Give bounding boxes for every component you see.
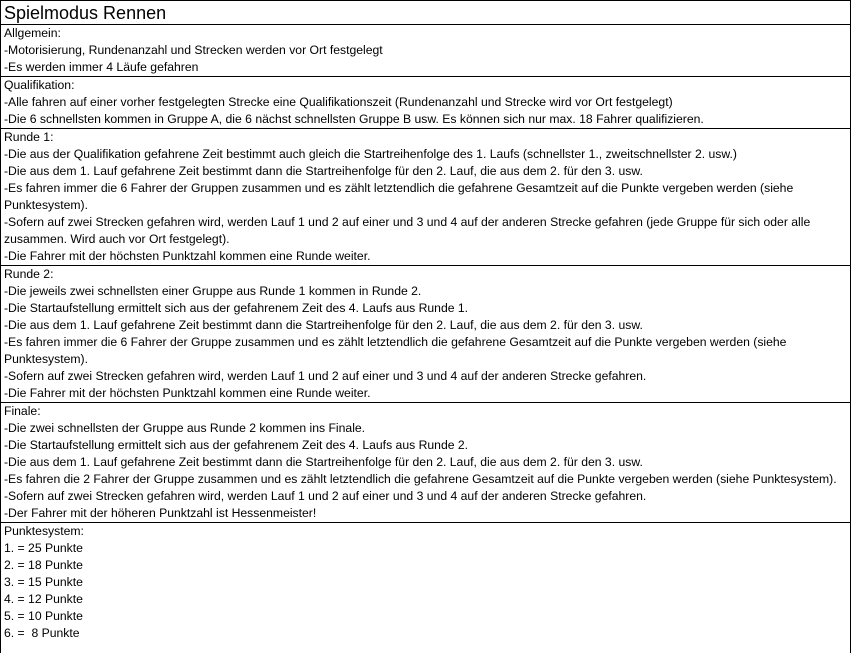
- rule-line: -Sofern auf zwei Strecken gefahren wird, werden Lauf 1 und 2 auf einer und 3 und 4 auf der anderen Strecke gefahren.: [4, 369, 647, 383]
- rule-line: -Die zwei schnellsten der Gruppe aus Runde 2 kommen ins Finale.: [4, 421, 366, 435]
- section-heading: Punktesystem:: [4, 524, 84, 538]
- rule-line: -Sofern auf zwei Strecken gefahren wird, werden Lauf 1 und 2 auf einer und 3 und 4 auf der anderen Strecke gefahren.: [4, 489, 647, 503]
- rule-line: -Alle fahren auf einer vorher festgelegten Strecke eine Qualifikationszeit (Rundenanzahl und Strecke wird vor Ort festgelegt): [4, 95, 673, 109]
- section-heading: Finale:: [4, 404, 41, 418]
- section-allgemein: [1, 25, 850, 77]
- rule-line: -Der Fahrer mit der höheren Punktzahl ist Hessenmeister!: [4, 506, 317, 520]
- rule-line: -Es fahren immer die 6 Fahrer der Gruppe zusammen und es zählt letztendlich die gefahrene Gesamtzeit auf die Punkte vergeben werden (siehe Punktesystem).: [4, 335, 787, 366]
- points-line: 5. = 10 Punkte: [4, 609, 83, 623]
- rule-line: -Motorisierung, Rundenanzahl und Strecken werden vor Ort festgelegt: [4, 43, 383, 57]
- points-line: 6. = 8 Punkte: [4, 626, 80, 640]
- rule-line: -Die aus dem 1. Lauf gefahrene Zeit bestimmt dann die Startreihenfolge für den 2. Lauf, die aus dem 2. für den 3. usw.: [4, 318, 643, 332]
- section-heading: Qualifikation:: [4, 78, 75, 92]
- section-finale: [1, 403, 850, 523]
- rule-line: -Die Fahrer mit der höchsten Punktzahl kommen eine Runde weiter.: [4, 386, 371, 400]
- rule-line: -Sofern auf zwei Strecken gefahren wird, werden Lauf 1 und 2 auf einer und 3 und 4 auf der anderen Strecke gefahren (jede Gruppe für sich oder alle zusammen. Wird auch vor Ort festgelegt).: [4, 215, 811, 246]
- rule-line: -Die aus der Qualifikation gefahrene Zeit bestimmt auch gleich die Startreihenfolge des 1. Laufs (schnellster 1., zweitschnellster 2. usw.): [4, 147, 737, 161]
- section-heading: Runde 2:: [4, 267, 54, 281]
- section-qualifikation: [1, 77, 850, 129]
- points-line: 3. = 15 Punkte: [4, 575, 83, 589]
- points-line: 1. = 25 Punkte: [4, 541, 83, 555]
- rule-line: -Die Fahrer mit der höchsten Punktzahl kommen eine Runde weiter.: [4, 249, 371, 263]
- section-runde-2: [1, 266, 850, 403]
- rule-line: -Die 6 schnellsten kommen in Gruppe A, die 6 nächst schnellsten Gruppe B usw. Es können sich nur max. 18 Fahrer qualifizieren.: [4, 112, 704, 126]
- section-runde-1: [1, 129, 850, 266]
- points-line: 4. = 12 Punkte: [4, 592, 83, 606]
- rule-line: -Die jeweils zwei schnellsten einer Gruppe aus Runde 1 kommen in Runde 2.: [4, 284, 422, 298]
- rule-line: -Die aus dem 1. Lauf gefahrene Zeit bestimmt dann die Startreihenfolge für den 2. Lauf, die aus dem 2. für den 3. usw.: [4, 164, 643, 178]
- points-line: 2. = 18 Punkte: [4, 558, 83, 572]
- rule-line: -Es fahren immer die 6 Fahrer der Gruppen zusammen und es zählt letztendlich die gefahrene Gesamtzeit auf die Punkte vergeben werden (siehe Punktesystem).: [4, 181, 794, 212]
- rule-line: -Die Startaufstellung ermittelt sich aus der gefahrenem Zeit des 4. Laufs aus Runde 1.: [4, 301, 469, 315]
- page-title: Spielmodus Rennen: [1, 1, 850, 25]
- rule-line: -Es fahren die 2 Fahrer der Gruppe zusammen und es zählt letztendlich die gefahrene Gesamtzeit auf die Punkte vergeben werden (siehe Punktesystem).: [4, 472, 837, 486]
- section-punktesystem: [1, 523, 850, 642]
- rule-line: -Die Startaufstellung ermittelt sich aus der gefahrenem Zeit des 4. Laufs aus Runde 2.: [4, 438, 469, 452]
- section-heading: Allgemein:: [4, 26, 61, 40]
- rule-line: -Die aus dem 1. Lauf gefahrene Zeit bestimmt dann die Startreihenfolge für den 2. Lauf, die aus dem 2. für den 3. usw.: [4, 455, 643, 469]
- rule-line: -Es werden immer 4 Läufe gefahren: [4, 60, 199, 74]
- section-heading: Runde 1:: [4, 130, 54, 144]
